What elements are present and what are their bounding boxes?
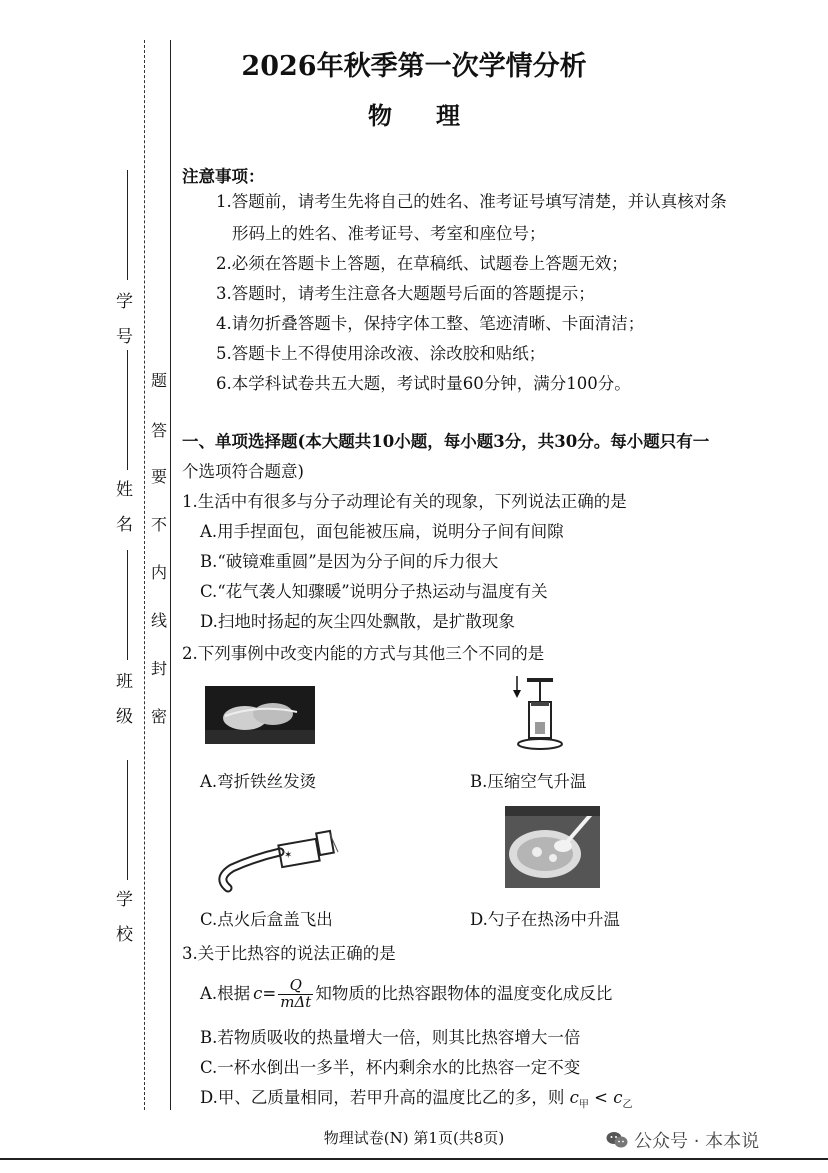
q3-fraction-numerator: Q (278, 978, 313, 995)
q1-option-a: A.用手捏面包，面包能被压扁，说明分子间有间隙 (200, 522, 564, 541)
hot-soup-image (505, 806, 600, 888)
section1-heading-cont: 个选项符合题意) (182, 462, 304, 481)
notice-item-6: 6.本学科试卷共五大题，考试时量60分钟，满分100分。 (216, 374, 631, 393)
margin-blank-class (127, 760, 128, 880)
q2-option-d: D.勺子在热汤中升温 (470, 910, 620, 929)
notice-item-5: 5.答题卡上不得使用涂改液、涂改胶和贴纸； (216, 344, 546, 363)
margin-label-name: 姓名 (112, 480, 132, 550)
watermark-text: 公众号 · 本本说 (634, 1131, 760, 1152)
notice-heading: 注意事项： (182, 167, 265, 186)
margin-label-class: 班级 (112, 672, 132, 742)
q3-option-d-text: D.甲、乙质量相同，若甲升高的温度比乙的多，则 (200, 1088, 565, 1107)
q3-option-d-c1: c (569, 1088, 579, 1107)
seal-char-6: 线 (150, 611, 167, 630)
q1-option-c: C.“花气袭人知骤暖”说明分子热运动与温度有关 (200, 582, 548, 601)
watermark (606, 1127, 759, 1153)
section1-heading: 一、单项选择题(本大题共10小题，每小题3分，共30分。每小题只有一 (182, 432, 710, 451)
seal-char-4: 不 (150, 515, 167, 534)
notice-item-1: 1.答题前，请考生先将自己的姓名、准考证号填写清楚，并认真核对条 (216, 192, 727, 211)
notice-item-3: 3.答题时，请考生注意各大题题号后面的答题提示； (216, 284, 595, 303)
binding-dashed-line-outer (144, 40, 145, 1110)
q1-option-d: D.扫地时扬起的灰尘四处飘散，是扩散现象 (200, 612, 515, 631)
q2-stem: 2.下列事例中改变内能的方式与其他三个不同的是 (182, 644, 545, 663)
notice-item-1-cont: 形码上的姓名、准考证号、考室和座位号； (232, 224, 546, 243)
q1-option-b: B.“破镜难重圆”是因为分子间的斥力很大 (200, 552, 499, 571)
margin-label-school: 学校 (112, 890, 132, 960)
seal-char-2: 答 (150, 421, 167, 440)
margin-blank-student-id (127, 170, 128, 280)
seal-char-7: 封 (150, 659, 167, 678)
subject-title: 物理 (368, 101, 504, 130)
q3-option-d-c2: c (613, 1088, 623, 1107)
seal-char-8: 密 (150, 707, 167, 726)
seal-char-1: 题 (150, 371, 167, 390)
q3-option-d-lt: < (594, 1088, 608, 1107)
margin-blank-name-top (127, 350, 128, 470)
binding-solid-line (170, 40, 171, 1110)
q3-option-d-sub1: 甲 (578, 1099, 589, 1111)
page-footer: 物理试卷(N) 第1页(共8页) (323, 1129, 505, 1147)
svg-text:✶: ✶ (284, 850, 293, 861)
q3-option-c: C.一杯水倒出一多半，杯内剩余水的比热容一定不变 (200, 1058, 581, 1077)
q2-option-b: B.压缩空气升温 (470, 772, 587, 791)
notice-item-2: 2.必须在答题卡上答题，在草稿纸、试题卷上答题无效； (216, 254, 628, 273)
q1-stem: 1.生活中有很多与分子动理论有关的现象，下列说法正确的是 (182, 492, 627, 511)
q3-option-a-c: c (253, 984, 263, 1003)
exam-title: 2026年秋季第一次学情分析 (241, 51, 587, 82)
q3-option-a-prefix: A.根据 (200, 984, 251, 1003)
q2-option-c: C.点火后盒盖飞出 (200, 910, 333, 929)
air-compression-image (505, 672, 563, 752)
q3-fraction-denominator: mΔt (280, 992, 312, 1011)
margin-label-student-id: 学号 (112, 292, 132, 362)
notice-item-4: 4.请勿折叠答题卡，保持字体工整、笔迹清晰、卡面清洁； (216, 314, 645, 333)
footer-rule (0, 1158, 828, 1160)
margin-blank-name (127, 550, 128, 660)
wechat-icon (606, 1131, 628, 1149)
q3-fraction (278, 978, 313, 1011)
q3-option-d-sub2: 乙 (622, 1099, 633, 1111)
seal-char-3: 要 (150, 467, 167, 486)
q3-option-b: B.若物质吸收的热量增大一倍，则其比热容增大一倍 (200, 1028, 581, 1047)
q3-option-d (200, 1090, 632, 1110)
bending-wire-image (205, 686, 315, 744)
q3-option-a-suffix: 知物质的比热容跟物体的温度变化成反比 (315, 984, 613, 1003)
q2-option-a: A.弯折铁丝发烫 (200, 772, 317, 791)
seal-char-5: 内 (150, 563, 167, 582)
q3-stem: 3.关于比热容的说法正确的是 (182, 944, 396, 963)
ignition-box-image (210, 822, 350, 894)
q3-option-a-eq: = (262, 984, 277, 1003)
q3-option-a (200, 978, 612, 1011)
